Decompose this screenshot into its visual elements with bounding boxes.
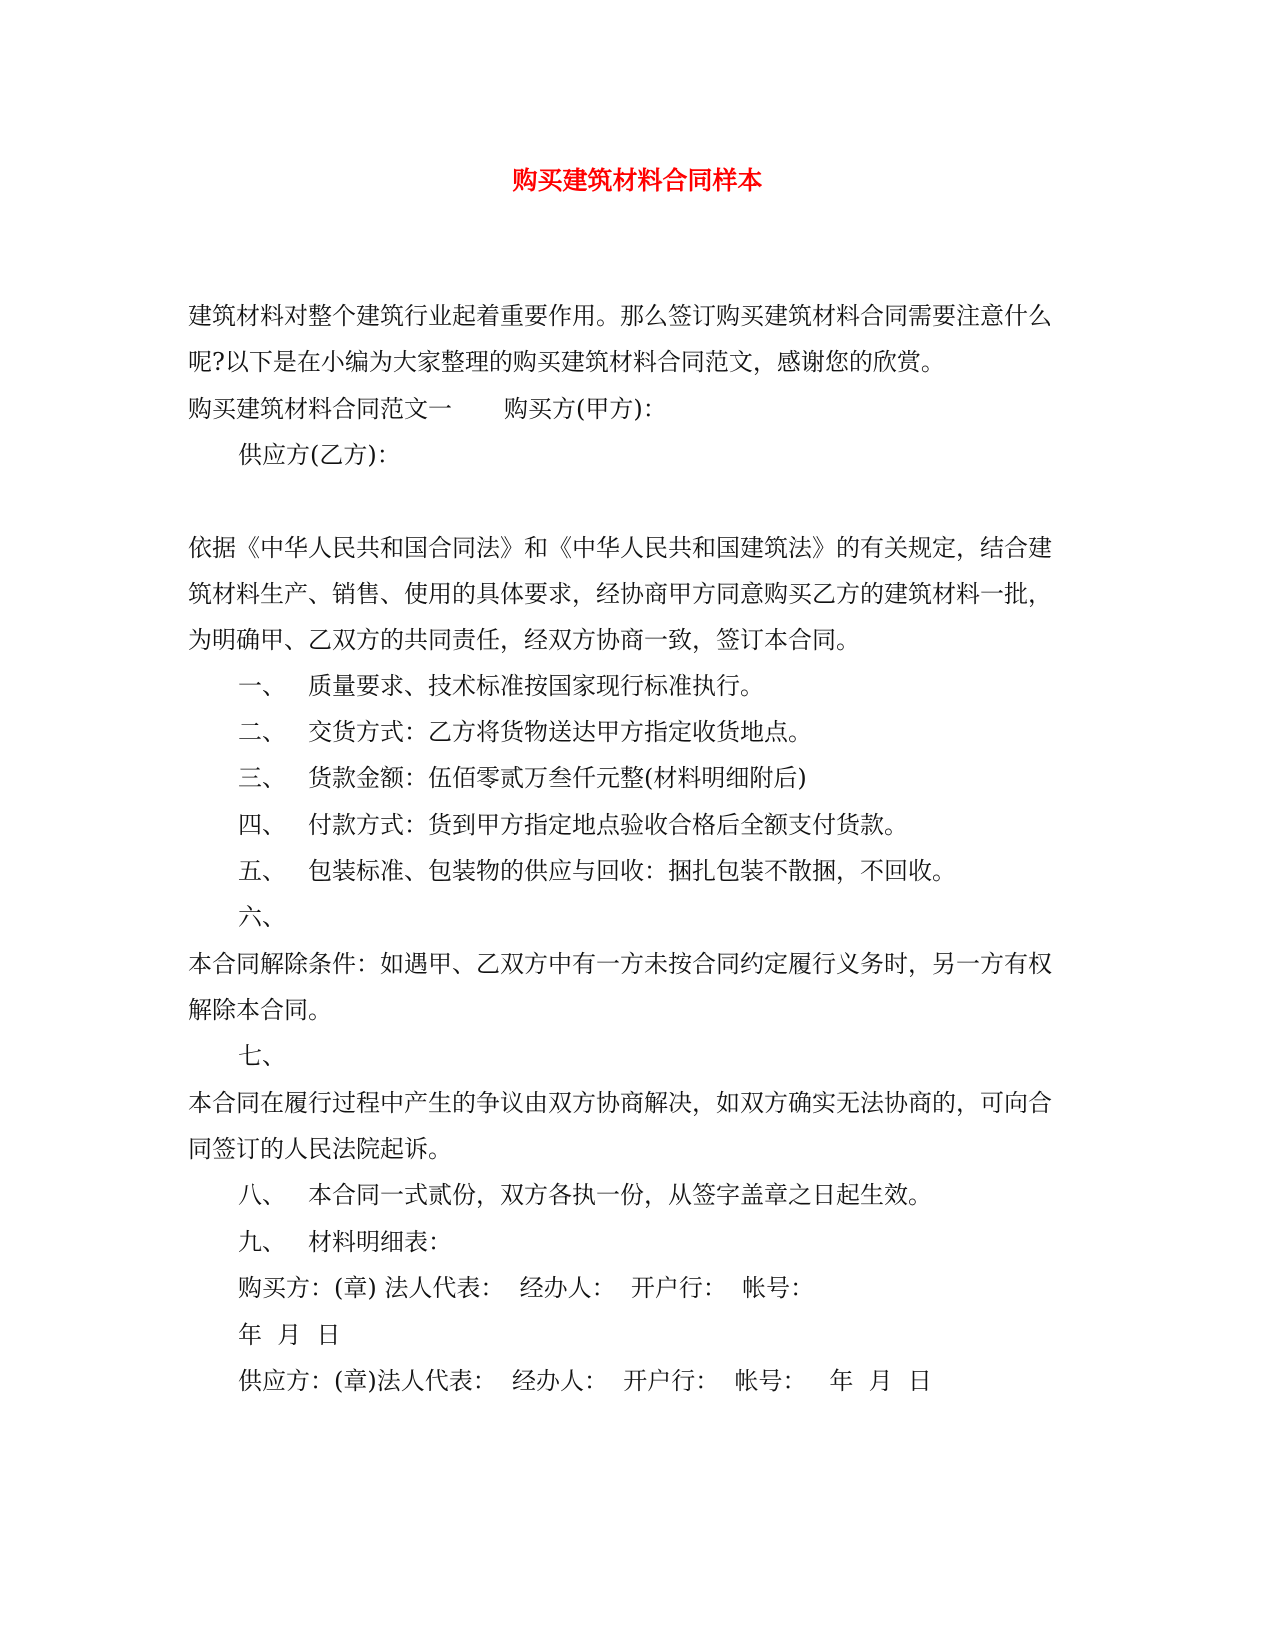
clause-7-line-1: 本合同在履行过程中产生的争议由双方协商解决，如双方确实无法协商的，可向合 bbox=[188, 1089, 1052, 1117]
supplier-party-label: 供应方(乙方)： bbox=[238, 441, 401, 469]
intro-line-1: 建筑材料对整个建筑行业起着重要作用。那么签订购买建筑材料合同需要注意什么 bbox=[188, 302, 1052, 330]
supplier-signature-line: 供应方：(章)法人代表： 经办人： 开户行： 帐号： 年 月 日 bbox=[238, 1367, 932, 1395]
clause-text: 交货方式：乙方将货物送达甲方指定收货地点。 bbox=[308, 718, 812, 746]
clause-4 bbox=[238, 810, 908, 840]
basis-line-3: 为明确甲、乙双方的共同责任，经双方协商一致，签订本合同。 bbox=[188, 626, 860, 654]
clause-text: 本合同一式贰份，双方各执一份，从签字盖章之日起生效。 bbox=[308, 1181, 932, 1209]
clause-1 bbox=[238, 671, 764, 701]
clause-text: 包装标准、包装物的供应与回收：捆扎包装不散捆，不回收。 bbox=[308, 857, 956, 885]
clause-number: 四、 bbox=[238, 811, 286, 839]
clause-8 bbox=[238, 1180, 932, 1210]
buyer-signature-date: 年 月 日 bbox=[238, 1321, 341, 1349]
clause-3 bbox=[238, 763, 807, 793]
clause-7-number: 七、 bbox=[238, 1042, 286, 1070]
clause-number: 一、 bbox=[238, 672, 286, 700]
clause-text: 付款方式：货到甲方指定地点验收合格后全额支付货款。 bbox=[308, 811, 908, 839]
basis-line-2: 筑材料生产、销售、使用的具体要求，经协商甲方同意购买乙方的建筑材料一批， bbox=[188, 580, 1052, 608]
clause-number: 三、 bbox=[238, 764, 286, 792]
clause-text: 材料明细表： bbox=[308, 1228, 452, 1256]
basis-line-1: 依据《中华人民共和国合同法》和《中华人民共和国建筑法》的有关规定，结合建 bbox=[188, 534, 1052, 562]
clause-number: 二、 bbox=[238, 718, 286, 746]
buyer-signature-line: 购买方：(章) 法人代表： 经办人： 开户行： 帐号： bbox=[238, 1274, 815, 1302]
clause-text: 货款金额：伍佰零贰万叁仟元整(材料明细附后) bbox=[308, 764, 807, 792]
clause-6-number: 六、 bbox=[238, 903, 286, 931]
clause-6-line-2: 解除本合同。 bbox=[188, 996, 332, 1024]
clause-6-line-1: 本合同解除条件：如遇甲、乙双方中有一方未按合同约定履行义务时，另一方有权 bbox=[188, 950, 1052, 978]
sample-heading: 购买建筑材料合同范文一 bbox=[188, 395, 452, 423]
clause-number: 五、 bbox=[238, 857, 286, 885]
sample-heading-line bbox=[188, 394, 667, 424]
intro-line-2: 呢?以下是在小编为大家整理的购买建筑材料合同范文，感谢您的欣赏。 bbox=[188, 348, 945, 376]
clause-2 bbox=[238, 717, 812, 747]
document-title: 购买建筑材料合同样本 bbox=[512, 166, 763, 195]
buyer-party-label: 购买方(甲方)： bbox=[504, 395, 667, 423]
clause-9 bbox=[238, 1227, 452, 1257]
clause-number: 九、 bbox=[238, 1228, 286, 1256]
clause-text: 质量要求、技术标准按国家现行标准执行。 bbox=[308, 672, 764, 700]
clause-number: 八、 bbox=[238, 1181, 286, 1209]
clause-5 bbox=[238, 856, 956, 886]
clause-7-line-2: 同签订的人民法院起诉。 bbox=[188, 1135, 452, 1163]
